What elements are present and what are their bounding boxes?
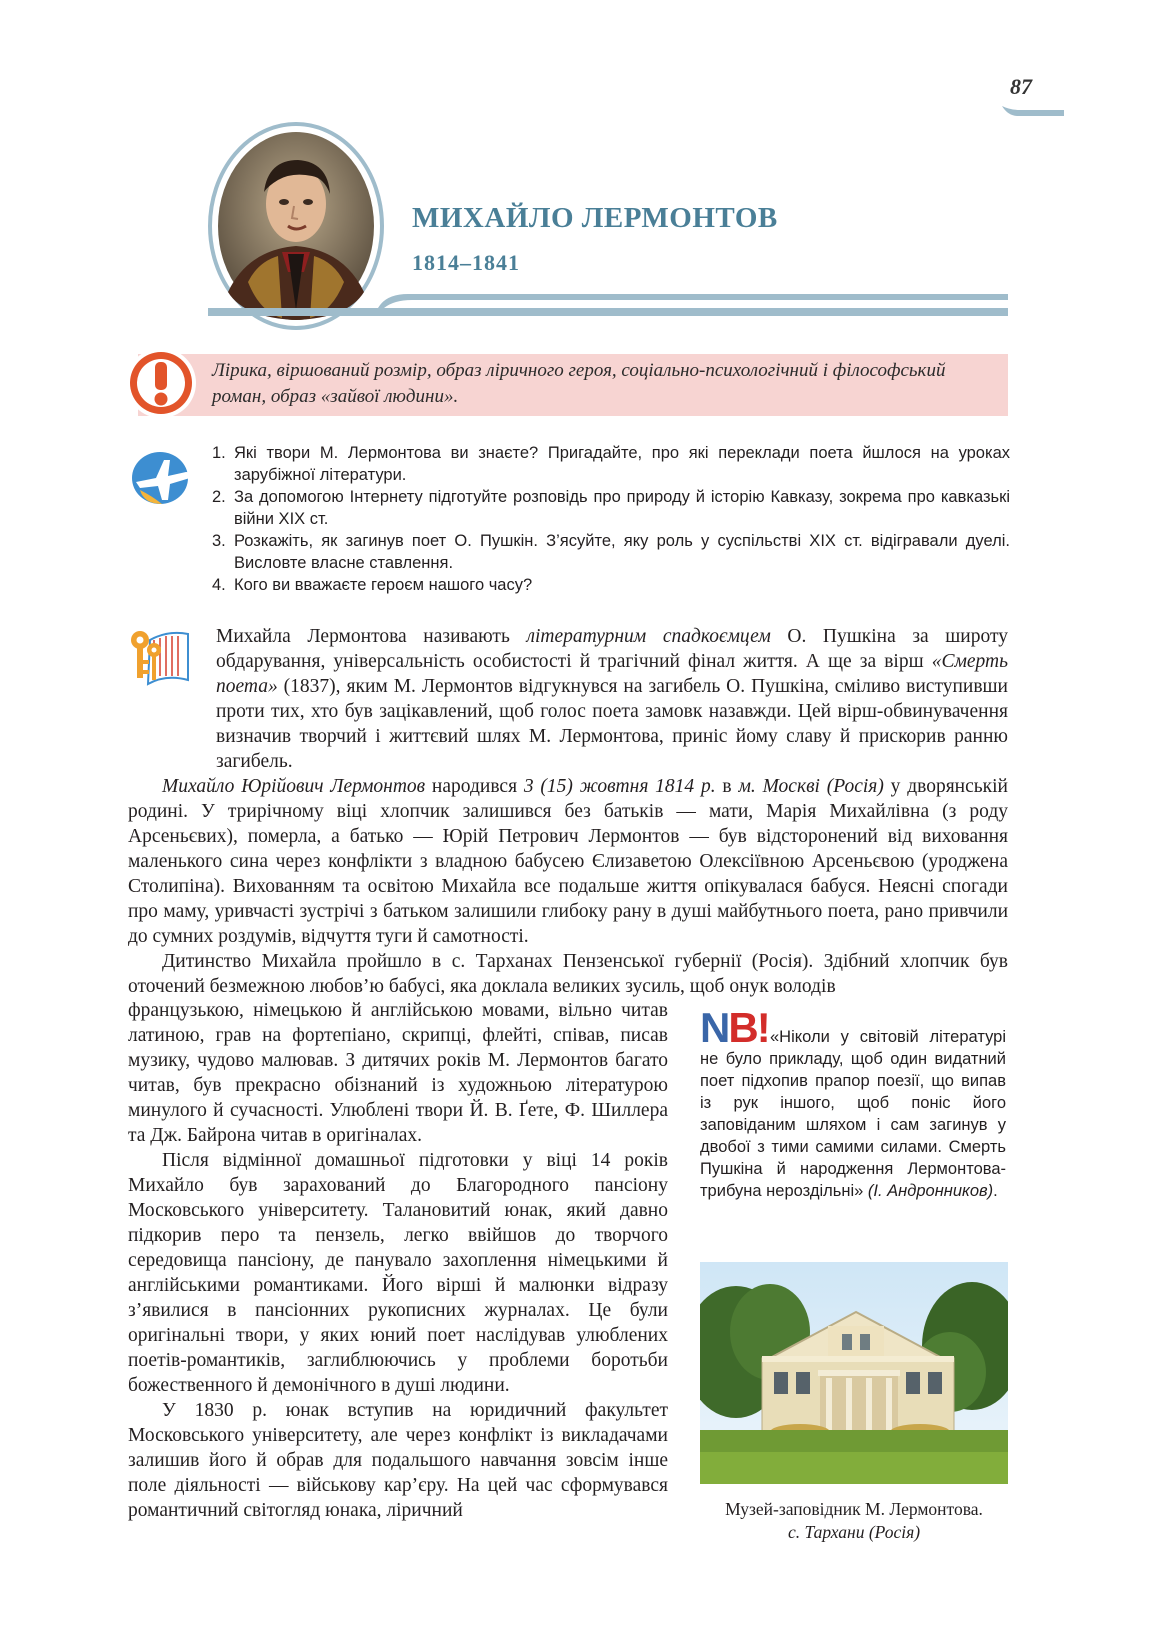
keys-book-icon xyxy=(128,626,194,688)
nb-quote-author: (І. Андронников) xyxy=(867,1182,994,1200)
photo-caption xyxy=(696,1498,1012,1544)
question-item: 3. Розкажіть, як загинув поет О. Пушкін. З’ясуйте, яку роль у суспільстві XIX ст. відігравали дуелі. Висловте власне ставлення. xyxy=(212,532,1010,572)
wide-text-block xyxy=(128,774,1008,999)
key-concepts-text: Лірика, віршований розмір, образ ліричного героя, соціально-психологічний і філософський роман, образ «зайвої людини». xyxy=(212,360,946,407)
question-item: 2. За допомогою Інтернету підготуйте розповідь про природу й історію Кавказу, зокрема про кавказькі війни XIX ст. xyxy=(212,488,1010,528)
page-title: МИХАЙЛО ЛЕРМОНТОВ xyxy=(412,202,778,234)
question-item: 4. Кого ви вважаєте героєм нашого часу? xyxy=(212,576,533,594)
exclamation-icon xyxy=(124,346,198,420)
paragraph-birth: Михайло Юрійович Лермонтов народився 3 (15) жовтня 1814 р. в м. Москві (Росія) у дворянській родині. У трирічному віці хлопчик залишився без батьків — мати, Марія Михайлівна (з роду Арсеньєвих), померла, а батько — Юрій Петрович Лермонтов — був відсторонений від виховання маленького сина через конфлікти з владною бабусею Єлизаветою Олексіївною Арсеньєвою (уроджена Столипіна). Вихованням та освітою Михайла все подальше життя опікувалася бабуся. Неясні спогади про маму, уривчасті зустрічі з батьком залишили глибоку рану в душі майбутнього поета, рано привчили до сумних роздумів, відчуття туги й самотності. xyxy=(128,776,1008,947)
paragraph-university: У 1830 р. юнак вступив на юридичний факультет Московського університету, але через конфлікт із викладачами залишив його й обрав для подальшого навчання зовсім інше поле діяльності — військову кар’єру. На цей час сформувався романтичний світогляд юнака, ліричний xyxy=(128,1400,668,1521)
photo-caption-line1: Музей-заповідник М. Лермонтова. xyxy=(725,1499,983,1519)
life-years: 1814–1841 xyxy=(412,250,520,275)
questions-list xyxy=(210,442,1010,596)
paragraph-childhood: Дитинство Михайла пройшло в с. Тарханах Пензенської губернії (Росія). Здібний хлопчик був оточений безмежною любов’ю бабусі, яка доклала великих зусиль, щоб онук володів xyxy=(128,951,1008,997)
photo-caption-line2: с. Тархани (Росія) xyxy=(787,1522,921,1542)
paragraph-childhood-cont: французькою, німецькою й англійською мовами, вільно читав латиною, грав на фортепіано, скрипці, флейті, співав, писав музику, чудово малював. З дитячих років М. Лермонтов багато читав, був прекрасно обізнаний із художньою літературою минулого й сучасності. Улюблені твори Й. В. Ґете, Ф. Шиллера та Дж. Байрона читав в оригіналах. xyxy=(128,1000,668,1146)
paragraph-intro: Михайла Лермонтова називають літературним спадкоємцем О. Пушкіна за широту обдарування, універсальність особистості й трагічний фінал життя. А ще за вірш «Смерть поета» (1837), яким М. Лермонтов відгукнувся на загибель О. Пушкіна, сміливо виступивши проти тих, хто був зацікавлений, щоб голос поета замовк назавжди. Цей вірш-обвинувачення визначив творчий і життєвий шлях М. Лермонтова, приніс йому славу й прискорив ранню загибель. xyxy=(216,626,1009,772)
narrow-text-block xyxy=(128,998,668,1523)
question-item: 1. Які твори М. Лермонтова ви знаєте? Пригадайте, про які переклади поета йшлося на уроках зарубіжної літератури. xyxy=(212,444,1010,484)
nb-icon: NB! xyxy=(700,1004,769,1051)
page-corner-ornament xyxy=(1002,104,1064,120)
page-number: 87 xyxy=(1010,74,1032,99)
nb-quote: «Ніколи у світовій літературі не було прикладу, щоб один видатний поет підхопив прапор поезії, що випав із рук іншого, щоб поніс його заповіданим шляхом і сам загинув у двобої з тими самими силами. Смерть Пушкіна й народження Лермонтова-трибуна нероздільні» (І. Андронников). xyxy=(700,1028,1006,1200)
museum-photo xyxy=(700,1262,1008,1484)
header-divider xyxy=(208,290,1008,320)
paragraph-pansion: Після відмінної домашньої підготовки у віці 14 років Михайло був зарахований до Благородного пансіону Московського університету. Талановитий юнак, який давно підкорив перо та пензель, легко ввійшов до творчого середовища пансіону, де панувало захоплення німецькими й англійськими романтиками. Його вірші й малюнки відразу з’явилися в пансіонних рукописних журналах. Це були оригінальні твори, у яких юний поет наслідував улюблених поетів-романтиків, заглиблюючись у проблеми боротьби божественного й демонічного в душі людини. xyxy=(128,1150,668,1396)
airplane-icon xyxy=(130,446,194,506)
